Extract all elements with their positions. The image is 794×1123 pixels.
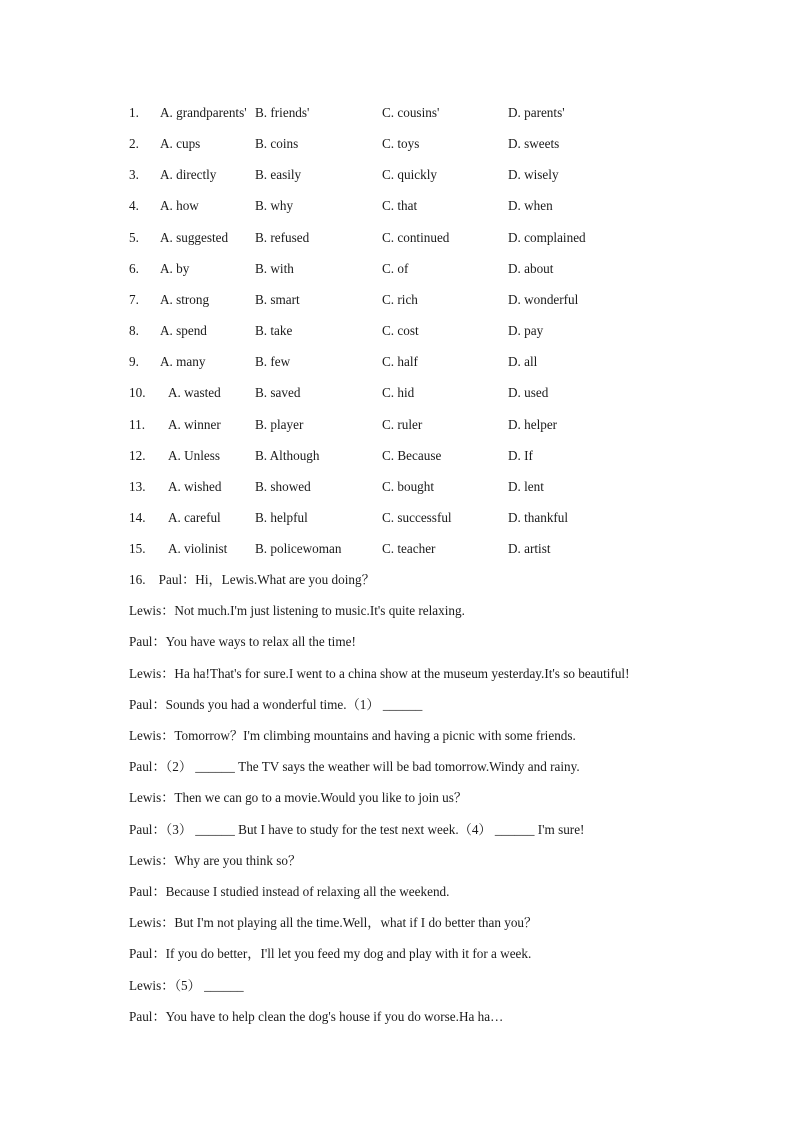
question-number: 4. [129,198,139,214]
option-a[interactable]: A. wished [168,478,222,494]
option-c[interactable]: C. cost [382,323,419,339]
option-d[interactable]: D. used [508,385,549,401]
question-number: 5. [129,229,139,245]
question-number: 13. [129,478,146,494]
dialogue-line: Paul：You have ways to relax all the time! [129,634,356,650]
option-b[interactable]: B. refused [255,229,310,245]
option-d[interactable]: D. thankful [508,509,569,525]
option-d[interactable]: D. about [508,260,554,276]
question-number: 15. [129,541,146,557]
option-a[interactable]: A. strong [160,291,210,307]
option-a[interactable]: A. Unless [168,447,221,463]
option-b[interactable]: B. coins [255,136,299,152]
option-b[interactable]: B. helpful [255,509,308,525]
option-c[interactable]: C. bought [382,478,435,494]
dialogue-line: Lewis：Ha ha!That's for sure.I went to a china show at the museum yesterday.It's so beautiful! [129,665,630,681]
question-number: 7. [129,291,139,307]
option-d[interactable]: D. pay [508,323,544,339]
dialogue-line: Lewis：But I'm not playing all the time.Well，what if I do better than you？ [129,915,538,931]
question-number: 6. [129,260,139,276]
question-number: 8. [129,323,139,339]
option-c[interactable]: C. of [382,260,409,276]
question-number: 1. [129,105,139,120]
option-c[interactable]: C. continued [382,229,450,245]
option-c[interactable]: C. rich [382,291,418,307]
question-number: 12. [129,447,146,463]
question-16-line: 16. Paul：Hi，Lewis.What are you doing？ [129,572,375,587]
dialogue-line: Paul：If you do better，I'll let you feed my dog and play with it for a week. [129,946,532,962]
dialogue-line: Lewis：Why are you think so？ [129,852,302,868]
option-b[interactable]: B. take [255,323,293,339]
option-d[interactable]: D. wonderful [508,291,579,307]
option-d[interactable]: D. wisely [508,167,559,183]
option-c[interactable]: C. half [382,354,418,370]
option-c[interactable]: C. Because [382,447,442,463]
option-b[interactable]: B. easily [255,167,302,183]
option-a[interactable]: A. grandparents' [160,105,247,120]
option-c[interactable]: C. hid [382,385,415,401]
option-d[interactable]: D. helper [508,416,558,432]
option-b[interactable]: B. why [255,198,294,214]
question-number: 14. [129,509,146,525]
option-a[interactable]: A. many [160,354,206,370]
option-c[interactable]: C. quickly [382,167,437,183]
option-b[interactable]: B. friends' [255,105,310,120]
dialogue-line: Paul：Because I studied instead of relaxing all the weekend. [129,884,450,899]
option-d[interactable]: D. sweets [508,136,560,152]
option-c[interactable]: C. toys [382,136,420,152]
question-number: 11. [129,416,145,432]
option-d[interactable]: D. parents' [508,105,565,120]
question-number: 2. [129,136,139,152]
option-c[interactable]: C. successful [382,509,452,525]
option-b[interactable]: B. saved [255,385,301,401]
question-number: 9. [129,354,139,370]
dialogue-line: Lewis：Not much.I'm just listening to music.It's quite relaxing. [129,603,465,619]
option-b[interactable]: B. showed [255,478,311,494]
dialogue-line: Paul：（2） ______ The TV says the weather will be bad tomorrow.Windy and rainy. [129,759,580,775]
option-c[interactable]: C. that [382,198,418,214]
option-b[interactable]: B. player [255,416,304,432]
dialogue-line: Lewis：Tomorrow？I'm climbing mountains and having a picnic with some friends. [129,728,576,743]
option-d[interactable]: D. when [508,198,553,214]
option-a[interactable]: A. careful [168,509,221,525]
dialogue-line: Paul：You have to help clean the dog's house if you do worse.Ha ha… [129,1008,504,1024]
option-a[interactable]: A. how [160,198,199,214]
option-b[interactable]: B. policewoman [255,541,342,557]
dialogue-line: Lewis：Then we can go to a movie.Would you like to join us？ [129,790,468,806]
option-c[interactable]: C. teacher [382,541,436,557]
option-c[interactable]: C. ruler [382,416,423,432]
option-b[interactable]: B. with [255,260,294,276]
question-number: 10. [129,385,146,401]
option-a[interactable]: A. directly [160,167,217,183]
option-d[interactable]: D. lent [508,478,544,494]
option-d[interactable]: D. all [508,354,538,370]
option-a[interactable]: A. violinist [168,541,228,557]
option-c[interactable]: C. cousins' [382,105,440,120]
option-a[interactable]: A. winner [168,416,221,432]
option-a[interactable]: A. cups [160,136,201,152]
option-d[interactable]: D. artist [508,541,551,557]
question-number: 3. [129,167,139,183]
option-b[interactable]: B. smart [255,291,300,307]
option-d[interactable]: D. complained [508,229,586,245]
option-a[interactable]: A. suggested [160,229,229,245]
dialogue-line: Lewis：（5） ______ [129,977,244,993]
option-b[interactable]: B. Although [255,447,320,463]
option-b[interactable]: B. few [255,354,291,370]
dialogue-line: Paul：Sounds you had a wonderful time.（1） ______ [129,696,423,712]
option-a[interactable]: A. spend [160,323,207,339]
dialogue-line: Paul：（3） ______ But I have to study for the test next week.（4） ______ I'm sure! [129,821,585,837]
option-d[interactable]: D. If [508,447,533,463]
option-a[interactable]: A. by [160,260,190,276]
option-a[interactable]: A. wasted [168,385,221,401]
